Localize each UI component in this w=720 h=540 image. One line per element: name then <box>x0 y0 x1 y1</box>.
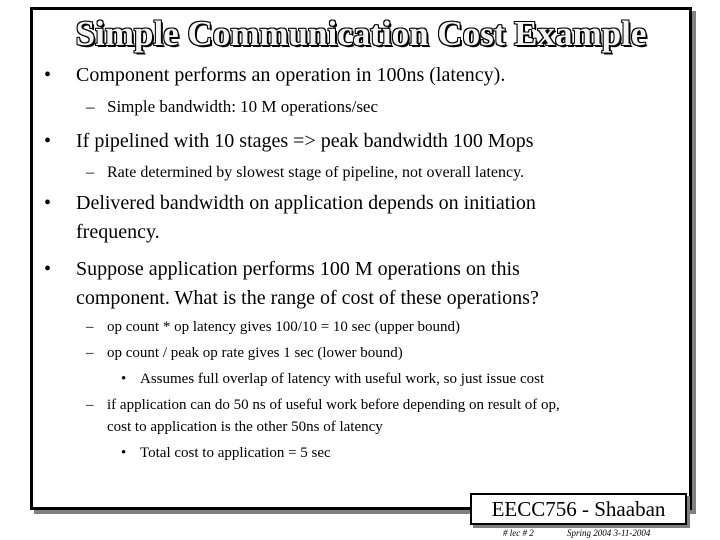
bullet-4-marker: • <box>44 258 52 280</box>
dash-3-line-2: cost to application is the other 50ns of latency <box>107 419 383 435</box>
slide-number: # lec # 2 <box>503 528 534 538</box>
sub-bullet-2-text: Rate determined by slowest stage of pipeline, not overall latency. <box>107 164 525 181</box>
dash-2-text: op count / peak op rate gives 1 sec (lower bound) <box>107 345 403 361</box>
dot-1-marker: • <box>121 371 127 387</box>
term-date: Spring 2004 3-11-2004 <box>567 528 651 538</box>
course-footer: EECC756 - Shaaban <box>470 493 687 525</box>
bullet-1-text: Component performs an operation in 100ns (latency). <box>76 64 506 86</box>
dot-2-text: Total cost to application = 5 sec <box>140 445 331 461</box>
dash-2-marker: – <box>86 345 94 361</box>
dash-3-marker: – <box>86 397 94 413</box>
bullet-4-line-1: Suppose application performs 100 M operations on this <box>76 258 520 280</box>
sub-bullet-2-marker: – <box>86 164 94 181</box>
bullet-1-marker: • <box>44 64 52 86</box>
dash-1-marker: – <box>86 319 94 335</box>
bullet-2-text: If pipelined with 10 stages => peak bandwidth 100 Mops <box>76 130 534 152</box>
bullet-3-line-2: frequency. <box>76 221 160 243</box>
dot-2-marker: • <box>121 445 127 461</box>
dash-3-line-1: if application can do 50 ns of useful work before depending on result of op, <box>107 397 560 413</box>
slide-title: Simple Communication Cost Example <box>75 14 647 53</box>
sub-bullet-1-marker: – <box>86 97 95 116</box>
dash-1-text: op count * op latency gives 100/10 = 10 sec (upper bound) <box>107 319 460 335</box>
bullet-3-line-1: Delivered bandwidth on application depends on initiation <box>76 192 536 214</box>
bullet-3-marker: • <box>44 192 52 214</box>
dot-1-text: Assumes full overlap of latency with useful work, so just issue cost <box>140 371 545 387</box>
bullet-1 <box>44 61 51 89</box>
sub-bullet-1-text: Simple bandwidth: 10 M operations/sec <box>107 97 379 116</box>
bullet-2-marker: • <box>44 130 52 152</box>
bullet-4-line-2: component. What is the range of cost of these operations? <box>76 287 539 309</box>
